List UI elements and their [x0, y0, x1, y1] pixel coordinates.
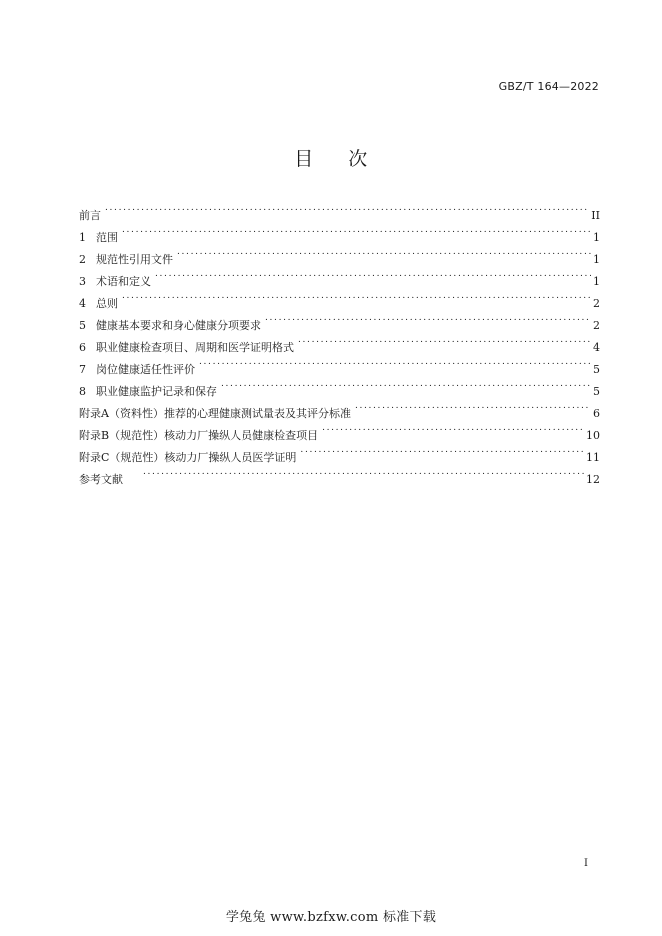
toc-entry-number: 7 [79, 363, 86, 376]
toc-dot-leader [155, 263, 591, 285]
toc-entry-label: 附录B（规范性）核动力厂操纵人员健康检查项目 [79, 429, 319, 442]
toc-entry-page: 4 [593, 341, 600, 354]
page-title: 目 次 [294, 148, 368, 170]
toc-dot-leader [122, 219, 591, 241]
toc-entry-2[interactable] [79, 241, 600, 266]
toc-entry-4[interactable] [79, 285, 600, 310]
standard-code: GBZ/T 164—2022 [498, 80, 599, 93]
table-of-contents [79, 197, 600, 486]
toc-dot-leader [199, 351, 591, 373]
toc-entry-number: 3 [79, 275, 86, 288]
toc-entry-1[interactable] [79, 219, 600, 244]
toc-entry-number: 4 [79, 297, 86, 310]
toc-entry-page: 2 [593, 319, 600, 332]
toc-entry-label: 总则 [96, 297, 118, 310]
toc-entry-label: 范围 [96, 231, 118, 244]
toc-dot-leader [105, 197, 589, 219]
toc-entry-label: 职业健康检查项目、周期和医学证明格式 [96, 341, 294, 354]
toc-dot-leader [265, 307, 591, 329]
toc-entry-label: 职业健康监护记录和保存 [96, 385, 217, 398]
toc-dot-leader [322, 417, 584, 439]
toc-dot-leader [355, 395, 591, 417]
toc-entry-label: 附录C（规范性）核动力厂操纵人员医学证明 [79, 451, 297, 464]
toc-dot-leader [177, 241, 591, 263]
toc-entry-number: 6 [79, 341, 86, 354]
toc-entry-number: 5 [79, 319, 86, 332]
toc-entry-label: 规范性引用文件 [96, 253, 173, 266]
toc-entry-3[interactable] [79, 263, 600, 288]
toc-entry-page: 5 [593, 363, 600, 376]
toc-entry-page: 11 [586, 451, 600, 464]
toc-dot-leader [221, 373, 591, 395]
toc-entry-number: 1 [79, 231, 86, 244]
toc-entry-label: 岗位健康适任性评价 [96, 363, 195, 376]
toc-dot-leader [298, 329, 591, 351]
toc-entry-page: 1 [593, 253, 600, 266]
toc-entry-5[interactable] [79, 307, 600, 332]
toc-entry-page: 1 [593, 231, 600, 244]
toc-entry-page: 12 [586, 473, 600, 486]
toc-entry-page: 6 [593, 407, 600, 420]
toc-entry-references[interactable] [79, 461, 600, 486]
toc-entry-label: 术语和定义 [96, 275, 151, 288]
toc-dot-leader [300, 439, 584, 461]
toc-entry-number: 2 [79, 253, 86, 266]
watermark-text: 学兔兔 www.bzfxw.com 标准下载 [225, 910, 437, 925]
toc-entry-page: 5 [593, 385, 600, 398]
page-number: I [584, 858, 588, 869]
toc-entry-label: 参考文献 [79, 473, 123, 486]
toc-entry-label: 健康基本要求和身心健康分项要求 [96, 319, 261, 332]
toc-entry-page: II [591, 209, 600, 222]
toc-entry-page: 10 [586, 429, 600, 442]
toc-dot-leader [143, 461, 584, 483]
toc-entry-number: 8 [79, 385, 86, 398]
toc-entry-foreword[interactable] [79, 197, 600, 222]
toc-entry-label: 附录A（资料性）推荐的心理健康测试量表及其评分标准 [79, 407, 351, 420]
toc-dot-leader [122, 285, 591, 307]
toc-entry-page: 1 [593, 275, 600, 288]
toc-entry-label: 前言 [79, 209, 101, 222]
toc-entry-page: 2 [593, 297, 600, 310]
